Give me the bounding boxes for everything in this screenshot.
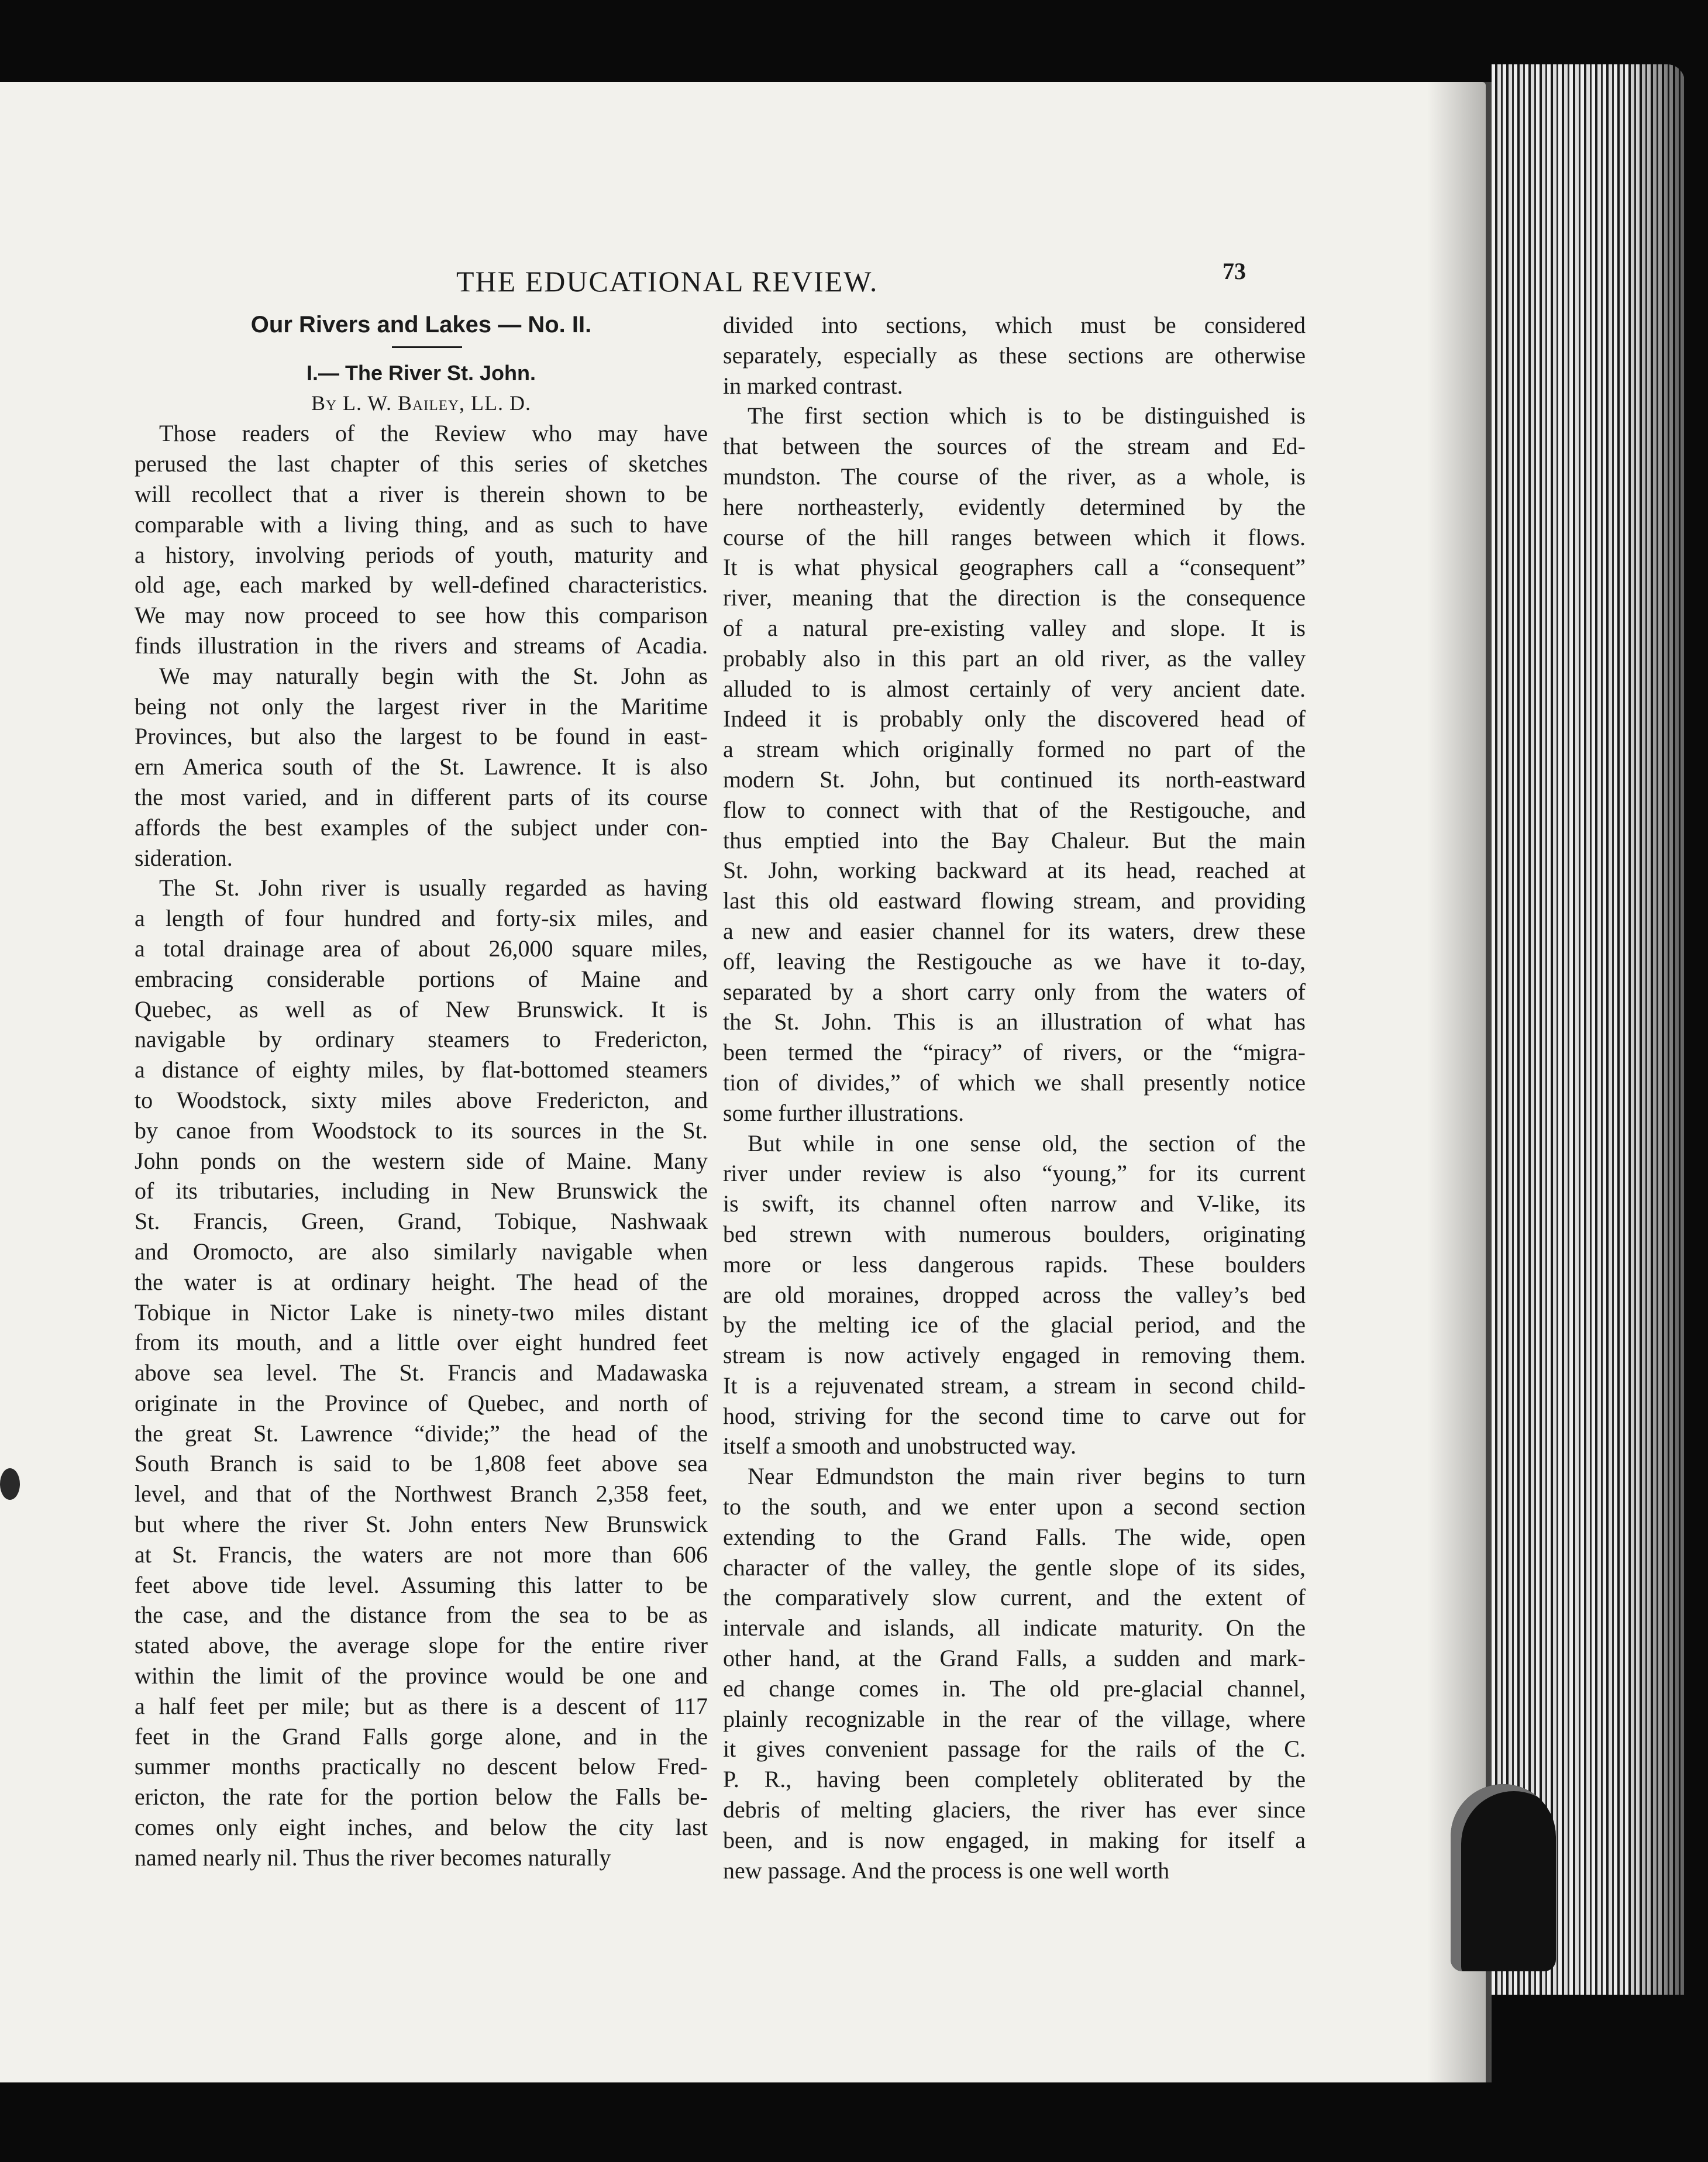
text-line: originate in the Province of Quebec, and north of: [135, 1389, 708, 1416]
text-line: tion of divides,” of which we shall presently notice: [723, 1069, 1306, 1096]
text-line: itself a smooth and unobstructed way.: [723, 1433, 1076, 1459]
text-line: But while in one sense old, the section of the: [748, 1130, 1306, 1156]
text-line: it gives convenient passage for the rails of the C.: [723, 1736, 1306, 1762]
text-line: the most varied, and in different parts of its course: [135, 783, 708, 810]
text-line: affords the best examples of the subject under con-: [135, 814, 708, 841]
text-line: modern St. John, but continued its north-eastward: [723, 766, 1306, 793]
text-line: that between the sources of the stream and Ed-: [723, 433, 1306, 460]
text-line: intervale and islands, all indicate maturity. On the: [723, 1614, 1306, 1641]
text-line: being not only the largest river in the Maritime: [135, 693, 708, 719]
text-line: last this old eastward flowing stream, and providing: [723, 887, 1306, 914]
text-line: Quebec, as well as of New Brunswick. It is: [135, 996, 708, 1023]
text-line: feet in the Grand Falls gorge alone, and in the: [135, 1723, 708, 1750]
text-line: We may naturally begin with the St. John as: [159, 662, 708, 689]
text-line: been termed the “piracy” of rivers, or the “migra-: [723, 1039, 1306, 1066]
text-line: in marked contrast.: [723, 372, 903, 399]
text-line: are old moraines, dropped across the valley’s bed: [723, 1281, 1306, 1308]
text-line: a total drainage area of about 26,000 square miles,: [135, 935, 708, 962]
text-line: St. John, working backward at its head, reached at: [723, 857, 1306, 884]
text-line: It is what physical geographers call a “consequent”: [723, 554, 1306, 581]
text-line: We may now proceed to see how this comparison: [135, 602, 708, 629]
text-line: comparable with a living thing, and as such to have: [135, 511, 708, 538]
text-line: but where the river St. John enters New Brunswick: [135, 1511, 708, 1538]
text-line: St. Francis, Green, Grand, Tobique, Nashwaak: [135, 1208, 708, 1235]
text-line: hood, striving for the second time to carve out for: [723, 1402, 1306, 1429]
text-line: stream is now actively engaged in removing them.: [723, 1342, 1306, 1369]
text-line: more or less dangerous rapids. These boulders: [723, 1251, 1306, 1278]
text-line: a stream which originally formed no part of the: [723, 736, 1306, 763]
text-line: to Woodstock, sixty miles above Fredericton, and: [135, 1086, 708, 1113]
byline: By L. W. Bailey, LL. D.: [311, 391, 532, 415]
text-line: It is a rejuvenated stream, a stream in second child-: [723, 1372, 1306, 1399]
text-line: ericton, the rate for the portion below the Falls be-: [135, 1784, 708, 1810]
text-line: the comparatively slow current, and the extent of: [723, 1584, 1306, 1611]
text-line: mundston. The course of the river, as a whole, is: [723, 463, 1306, 490]
text-line: here northeasterly, evidently determined by the: [723, 493, 1306, 520]
text-line: by the melting ice of the glacial period, and the: [723, 1311, 1306, 1338]
text-line: new passage. And the process is one well worth: [723, 1857, 1170, 1884]
text-line: P. R., having been completely obliterated by the: [723, 1766, 1306, 1793]
text-line: to the south, and we enter upon a second section: [723, 1493, 1306, 1520]
text-line: course of the hill ranges between which it flows.: [723, 524, 1306, 550]
text-line: named nearly nil. Thus the river becomes naturally: [135, 1844, 611, 1871]
text-line: John ponds on the western side of Maine. Many: [135, 1147, 708, 1174]
page-gutter-shadow: [1427, 82, 1492, 2082]
text-line: thus emptied into the Bay Chaleur. But the main: [723, 827, 1306, 853]
text-line: debris of melting glaciers, the river has ever since: [723, 1796, 1306, 1823]
text-line: extending to the Grand Falls. The wide, open: [723, 1523, 1306, 1550]
text-line: character of the valley, the gentle slope of its sides,: [723, 1554, 1306, 1581]
text-line: comes only eight inches, and below the city last: [135, 1814, 708, 1841]
text-line: separately, especially as these sections are otherwise: [723, 342, 1306, 369]
text-line: of a natural pre-existing valley and slope. It is: [723, 614, 1306, 641]
text-line: of its tributaries, including in New Brunswick the: [135, 1178, 708, 1204]
book-page-edges-shadow: [1492, 64, 1685, 1995]
text-line: a distance of eighty miles, by flat-bottomed steamers: [135, 1056, 708, 1083]
text-line: Provinces, but also the largest to be found in east-: [135, 723, 708, 750]
text-line: a new and easier channel for its waters, drew these: [723, 917, 1306, 944]
right-column: [723, 310, 1306, 1885]
text-line: the great St. Lawrence “divide;” the head of the: [135, 1420, 708, 1447]
text-line: Tobique in Nictor Lake is ninety-two miles distant: [135, 1299, 708, 1326]
page-clip: [1451, 1784, 1556, 1971]
text-line: off, leaving the Restigouche as we have it to-day,: [723, 948, 1306, 975]
left-column: [135, 310, 708, 1873]
text-line: bed strewn with numerous boulders, originating: [723, 1220, 1306, 1247]
title-rule: [135, 340, 708, 358]
article-title: Our Rivers and Lakes — No. II.: [250, 312, 592, 338]
text-line: is swift, its channel often narrow and V-like, its: [723, 1190, 1306, 1217]
text-line: within the limit of the province would be one and: [135, 1662, 708, 1689]
text-line: old age, each marked by well-defined characteristics.: [135, 572, 708, 598]
text-line: perused the last chapter of this series of sketches: [135, 450, 708, 477]
text-line: and Oromocto, are also similarly navigable when: [135, 1238, 708, 1265]
text-line: the case, and the distance from the sea to be as: [135, 1602, 708, 1629]
text-line: a half feet per mile; but as there is a descent of 117: [135, 1692, 708, 1719]
right-column-text: [723, 310, 1306, 1885]
text-line: a length of four hundred and forty-six miles, and: [135, 905, 708, 932]
scan-speck: [0, 1468, 20, 1500]
text-line: a history, involving periods of youth, maturity and: [135, 541, 708, 568]
text-line: divided into sections, which must be considered: [723, 312, 1306, 338]
text-line: alluded to is almost certainly of very ancient date.: [723, 675, 1306, 702]
text-line: The first section which is to be distinguished is: [748, 402, 1306, 429]
left-column-text: [135, 418, 708, 1872]
text-line: been, and is now engaged, in making for itself a: [723, 1826, 1306, 1853]
running-head: THE EDUCATIONAL REVIEW.: [456, 265, 879, 298]
text-line: some further illustrations.: [723, 1099, 965, 1126]
text-line: summer months practically no descent below Fred-: [135, 1753, 708, 1780]
text-line: the water is at ordinary height. The head of the: [135, 1268, 708, 1295]
text-line: Near Edmundston the main river begins to turn: [748, 1463, 1306, 1490]
text-line: from its mouth, and a little over eight hundred feet: [135, 1329, 708, 1356]
text-line: Indeed it is probably only the discovered head of: [723, 705, 1306, 732]
text-line: level, and that of the Northwest Branch 2,358 feet,: [135, 1481, 708, 1507]
text-line: river, meaning that the direction is the consequence: [723, 584, 1306, 611]
text-line: stated above, the average slope for the entire river: [135, 1632, 708, 1659]
text-line: embracing considerable portions of Maine and: [135, 965, 708, 992]
text-line: by canoe from Woodstock to its sources in the St.: [135, 1117, 708, 1144]
text-line: South Branch is said to be 1,808 feet above sea: [135, 1450, 708, 1477]
text-line: above sea level. The St. Francis and Madawaska: [135, 1359, 708, 1386]
text-line: navigable by ordinary steamers to Fredericton,: [135, 1026, 708, 1053]
text-line: river under review is also “young,” for its current: [723, 1160, 1306, 1187]
text-line: sideration.: [135, 844, 233, 871]
text-line: at St. Francis, the waters are not more than 606: [135, 1541, 708, 1568]
text-line: plainly recognizable in the rear of the village, where: [723, 1705, 1306, 1732]
section-title: I.— The River St. John.: [306, 360, 536, 385]
text-line: finds illustration in the rivers and streams of Acadia.: [135, 632, 708, 659]
text-line: The St. John river is usually regarded as having: [159, 875, 708, 901]
text-line: ed change comes in. The old pre-glacial channel,: [723, 1675, 1306, 1702]
text-line: flow to connect with that of the Restigouche, and: [723, 796, 1306, 823]
text-line: Those readers of the Review who may have: [159, 420, 708, 447]
text-line: feet above tide level. Assuming this latter to be: [135, 1571, 708, 1598]
text-line: probably also in this part an old river, as the valley: [723, 645, 1306, 672]
text-line: other hand, at the Grand Falls, a sudden and mark-: [723, 1645, 1306, 1672]
page-number: 73: [1223, 258, 1246, 284]
text-line: ern America south of the St. Lawrence. It is also: [135, 753, 708, 780]
text-line: the St. John. This is an illustration of what has: [723, 1008, 1306, 1035]
text-line: will recollect that a river is therein shown to be: [135, 480, 708, 507]
text-line: separated by a short carry only from the waters of: [723, 978, 1306, 1005]
